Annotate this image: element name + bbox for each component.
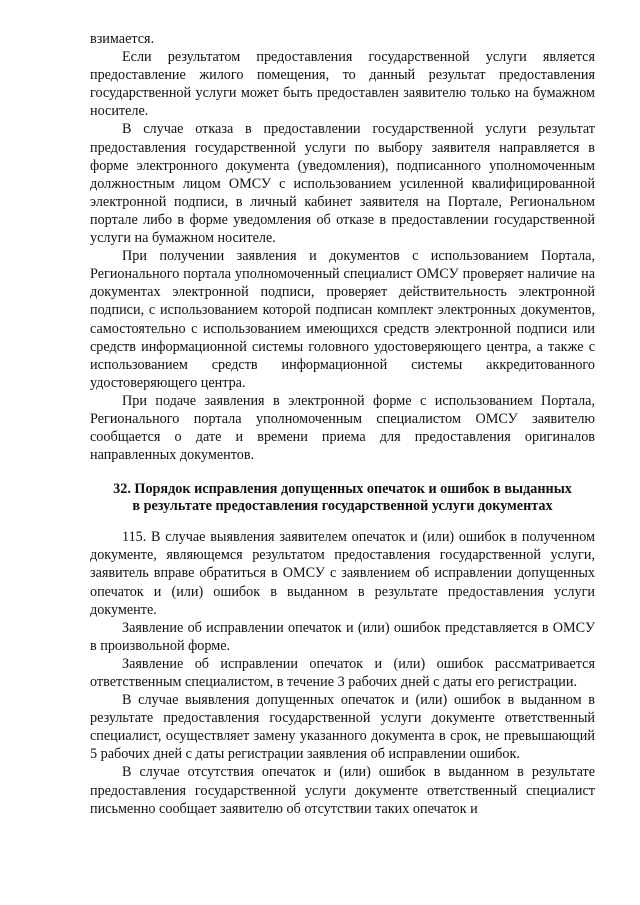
paragraph-housing-result: Если результатом предоставления государственной услуги является предоставление жилого помещения, то данный результат предоставления государственной услуги может быть предоставлен заявителю только на бумажном носителе. bbox=[90, 49, 595, 120]
document-page bbox=[90, 30, 595, 818]
paragraph-replacement: В случае выявления допущенных опечаток и (или) ошибок в выданном в результате предоставления государственной услуги документе ответственный специалист, осуществляет замену указанного документа в срок, не превышающий 5 рабочих дней с даты регистрации заявления об исправлении ошибок. bbox=[90, 692, 595, 763]
paragraph-application-form: Заявление об исправлении опечаток и (или) ошибок представляется в ОМСУ в произвольной форме. bbox=[90, 619, 595, 654]
paragraph-115: 115. В случае выявления заявителем опечаток и (или) ошибок в полученном документе, являющемся результатом предоставления государственной услуги, заявитель вправе обратиться в ОМСУ с заявлением об исправлении допущенных опечаток и (или) ошибок в выданном в результате предоставления услуги документе. bbox=[90, 529, 595, 618]
spacer bbox=[90, 514, 595, 528]
paragraph-review-term: Заявление об исправлении опечаток и (или) ошибок рассматривается ответственным специалистом, в течение 3 рабочих дней с даты его регистрации. bbox=[90, 655, 595, 690]
paragraph-refusal-result: В случае отказа в предоставлении государственной услуги результат предоставления государственной услуги по выбору заявителя направляется в форме электронного документа (уведомления), подписанного уполномоченным должностным лицом ОМСУ с использованием усиленной квалифицированной электронной подписи, в личный кабинет заявителя на Портале, Региональном портале либо в форме уведомления об отказе в предоставлении государственной услуги на бумажном носителе. bbox=[90, 121, 595, 247]
paragraph-continuation: взимается. bbox=[90, 31, 155, 47]
spacer bbox=[90, 464, 595, 481]
paragraph-no-errors: В случае отсутствия опечаток и (или) ошибок в выданном в результате предоставления государственной услуги документе ответственный специалист письменно сообщает заявителю об отсутствии таких опечаток и bbox=[90, 764, 595, 817]
paragraph-reception-date: При подаче заявления в электронной форме с использованием Портала, Регионального портала уполномоченным специалистом ОМСУ заявителю сообщается о дате и времени приема для предоставления оригиналов направленных документов. bbox=[90, 392, 595, 464]
section-heading: 32. Порядок исправления допущенных опечаток и ошибок в выданных в результате предоставления государственной услуги документах bbox=[113, 481, 572, 514]
paragraph-signature-check: При получении заявления и документов с использованием Портала, Регионального портала уполномоченный специалист ОМСУ проверяет наличие на документах электронной подписи, проверяет действительность электронной подписи, с использованием которой подписан комплект электронных документов, самостоятельно с использованием имеющихся средств электронной подписи или средств информационной системы головного удостоверяющего центра, а также с использованием средств информационной системы аккредитованного удостоверяющего центра. bbox=[90, 248, 595, 391]
